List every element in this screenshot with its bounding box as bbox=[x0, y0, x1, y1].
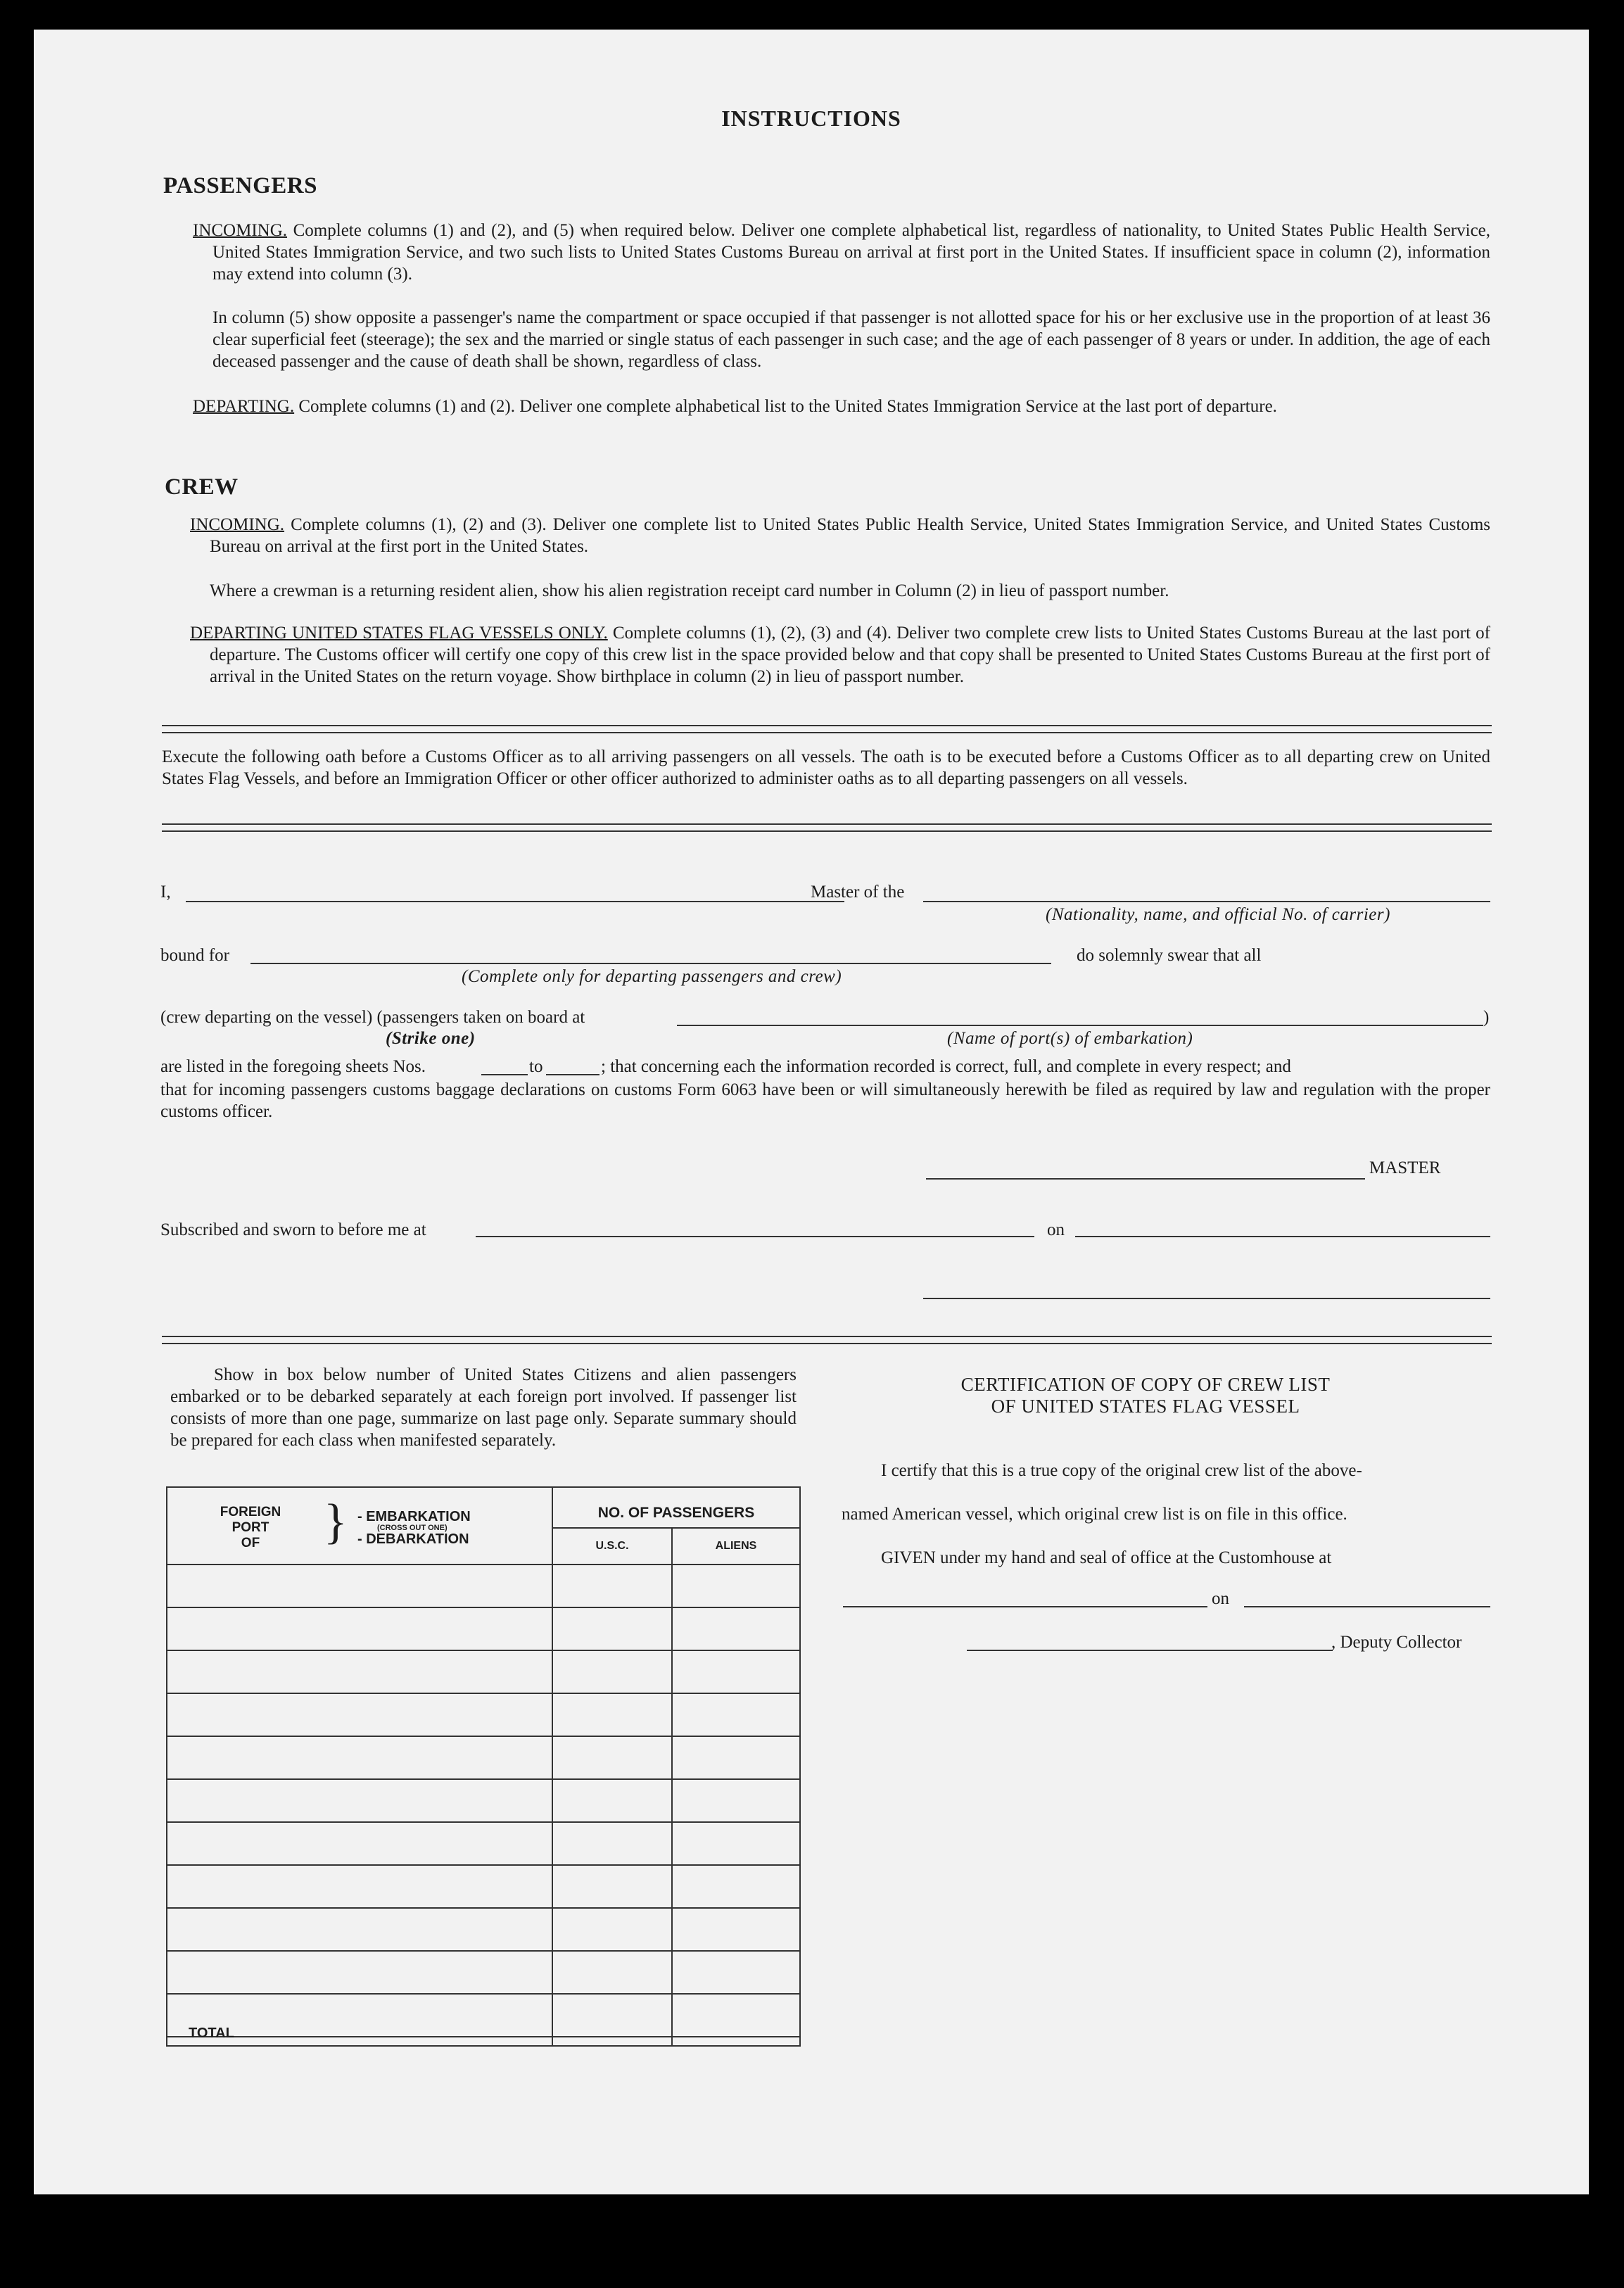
document-page bbox=[34, 30, 1589, 2194]
certification-on-label: on bbox=[1212, 1589, 1229, 1608]
sworn-date-field[interactable] bbox=[1075, 1236, 1490, 1237]
embarkation-port-field[interactable] bbox=[677, 1025, 1483, 1026]
passengers-departing-paragraph bbox=[193, 396, 1490, 417]
cross-out-caption: (CROSS OUT ONE) bbox=[377, 1524, 448, 1532]
sheets-tail-text: ; that concerning each the information recorded is correct, full, and complete in every respect; and bbox=[601, 1057, 1291, 1076]
bound-for-field[interactable] bbox=[250, 963, 1051, 964]
table-row[interactable] bbox=[167, 1693, 799, 1694]
officer-signature-field[interactable] bbox=[923, 1298, 1490, 1299]
passengers-departing-text: Complete columns (1) and (2). Deliver one complete alphabetical list to the United States Immigration Service at the last port of departure. bbox=[298, 397, 1277, 416]
sheets-to-label: to bbox=[529, 1057, 543, 1076]
passengers-departing-label: DEPARTING. bbox=[193, 397, 295, 416]
carrier-field[interactable] bbox=[923, 901, 1490, 902]
sworn-on-label: on bbox=[1047, 1220, 1065, 1239]
close-paren: ) bbox=[1483, 1008, 1490, 1027]
sheets-label: are listed in the foregoing sheets Nos. bbox=[160, 1057, 426, 1076]
strike-one-caption: (Strike one) bbox=[386, 1029, 476, 1048]
embarkation-label: - EMBARKATION bbox=[357, 1509, 471, 1524]
customhouse-field[interactable] bbox=[843, 1606, 1207, 1607]
bound-for-label: bound for bbox=[160, 946, 229, 965]
table-row[interactable] bbox=[167, 1993, 799, 1995]
certification-title-line2: OF UNITED STATES FLAG VESSEL bbox=[991, 1396, 1300, 1417]
certify-line-1: I certify that this is a true copy of the original crew list of the above- bbox=[881, 1461, 1362, 1480]
table-row[interactable] bbox=[167, 2036, 799, 2037]
lower-divider bbox=[162, 1336, 1492, 1344]
crew-incoming-paragraph bbox=[190, 514, 1490, 557]
complete-only-caption: (Complete only for departing passengers and crew) bbox=[462, 967, 842, 986]
foreign-port-header: FOREIGN PORT OF bbox=[220, 1505, 281, 1550]
port-caption: (Name of port(s) of embarkation) bbox=[947, 1029, 1193, 1048]
master-signature-label: MASTER bbox=[1369, 1158, 1441, 1177]
sworn-place-field[interactable] bbox=[476, 1236, 1034, 1237]
passengers-incoming-label: INCOMING. bbox=[193, 221, 288, 240]
usc-header: U.S.C. bbox=[595, 1540, 629, 1552]
crew-departing-label: DEPARTING UNITED STATES FLAG VESSELS ONLY. bbox=[190, 624, 608, 643]
crew-departing-text: Complete columns (1), (2), (3) and (4). Deliver two complete crew lists to United States Customs Bureau at the last port of departure. The Customs officer will certify one copy of this crew list in the space provided below and that copy shall be presented to United States Customs Bureau at the first port of arrival in the United States on the return voyage. Show birthplace in column (2) in lieu of passport number. bbox=[210, 624, 1491, 686]
master-of-the-label: Master of the bbox=[811, 883, 905, 902]
certification-date-field[interactable] bbox=[1244, 1606, 1490, 1607]
summary-instruction: Show in box below number of United States Citizens and alien passengers embarked or to be debarked separately at each foreign port involved. If passenger list consists of more than one page, summarize on last page only. Separate summary should be prepared for each class when manifested separately. bbox=[170, 1365, 797, 1450]
crew-incoming-label: INCOMING. bbox=[190, 515, 285, 534]
no-of-passengers-header: NO. OF PASSENGERS bbox=[597, 1505, 755, 1521]
table-row[interactable] bbox=[167, 1607, 799, 1608]
master-signature-field[interactable] bbox=[926, 1178, 1365, 1180]
passengers-incoming-paragraph bbox=[193, 220, 1490, 285]
passengers-incoming-text: Complete columns (1) and (2), and (5) when required below. Deliver one complete alphabetical list, regardless of nationality, to United States Public Health Service, United States Immigration Service, and two such lists to United States Customs Bureau on arrival at first port in the United States. If insufficient space in column (2), information may extend into column (3). bbox=[212, 221, 1491, 284]
table-col-divider-2 bbox=[671, 1527, 673, 2045]
table-row[interactable] bbox=[167, 1821, 799, 1823]
oath-i-label: I, bbox=[160, 883, 171, 902]
master-name-field[interactable] bbox=[186, 901, 844, 902]
sheets-to-field[interactable] bbox=[546, 1074, 600, 1075]
table-subheader-line bbox=[552, 1527, 799, 1529]
passengers-heading: PASSENGERS bbox=[163, 173, 317, 198]
table-row[interactable] bbox=[167, 1736, 799, 1737]
aliens-header: ALIENS bbox=[715, 1540, 757, 1552]
page-title: INSTRUCTIONS bbox=[721, 106, 901, 131]
passengers-column5-paragraph: In column (5) show opposite a passenger's name the compartment or space occupied if that passenger is not allotted space for his or her exclusive use in the proportion of at least 36 clear superficial feet (steerage); the sex and the married or single status of each passenger in such case; and the age of each passenger of 8 years or under. In addition, the age of each deceased passenger and the cause of death shall be shown, regardless of class. bbox=[212, 308, 1490, 371]
passenger-summary-table bbox=[166, 1486, 801, 2047]
crew-resident-paragraph: Where a crewman is a returning resident alien, show his alien registration receipt card number in Column (2) in lieu of passport number. bbox=[210, 581, 1169, 600]
baggage-declaration-text: that for incoming passengers customs baggage declarations on customs Form 6063 have been or will simultaneously herewith be filed as required by law and regulation with the proper customs officer. bbox=[160, 1080, 1490, 1121]
crew-incoming-text: Complete columns (1), (2) and (3). Deliver one complete list to United States Public Health Service, United States Immigration Service, and United States Customs Bureau on arrival at the first port in the United States. bbox=[210, 515, 1491, 556]
table-row[interactable] bbox=[167, 1650, 799, 1651]
oath-instruction: Execute the following oath before a Customs Officer as to all arriving passengers on all vessels. The oath is to be executed before a Customs Officer as to all departing crew on United States Flag Vessels, and before an Immigration Officer or other officer authorized to administer oaths as to all departing passengers on all vessels. bbox=[162, 747, 1490, 788]
crew-heading: CREW bbox=[165, 474, 239, 500]
swear-text: do solemnly swear that all bbox=[1077, 946, 1262, 965]
given-line: GIVEN under my hand and seal of office at the Customhouse at bbox=[881, 1548, 1332, 1567]
crew-departing-paragraph bbox=[190, 622, 1490, 688]
sheets-from-field[interactable] bbox=[481, 1074, 528, 1075]
table-col-divider-1 bbox=[552, 1488, 553, 2045]
crew-passengers-strike-text: (crew departing on the vessel) (passengers taken on board at bbox=[160, 1008, 585, 1027]
table-row[interactable] bbox=[167, 1778, 799, 1780]
table-row[interactable] bbox=[167, 1907, 799, 1909]
section-divider bbox=[162, 725, 1492, 733]
table-row[interactable] bbox=[167, 1864, 799, 1866]
deputy-collector-label: , Deputy Collector bbox=[1331, 1633, 1462, 1652]
debarkation-label: - DEBARKATION bbox=[357, 1531, 469, 1547]
table-row[interactable] bbox=[167, 1564, 799, 1565]
total-label: TOTAL bbox=[189, 2025, 234, 2041]
certification-title-line1: CERTIFICATION OF COPY OF CREW LIST bbox=[960, 1374, 1331, 1395]
brace-icon: } bbox=[324, 1495, 348, 1549]
table-row[interactable] bbox=[167, 1950, 799, 1952]
subscribed-label: Subscribed and sworn to before me at bbox=[160, 1220, 426, 1239]
certify-line-2: named American vessel, which original crew list is on file in this office. bbox=[842, 1505, 1347, 1524]
carrier-caption: (Nationality, name, and official No. of carrier) bbox=[1046, 905, 1390, 924]
deputy-collector-signature-field[interactable] bbox=[967, 1650, 1333, 1651]
oath-divider bbox=[162, 823, 1492, 832]
